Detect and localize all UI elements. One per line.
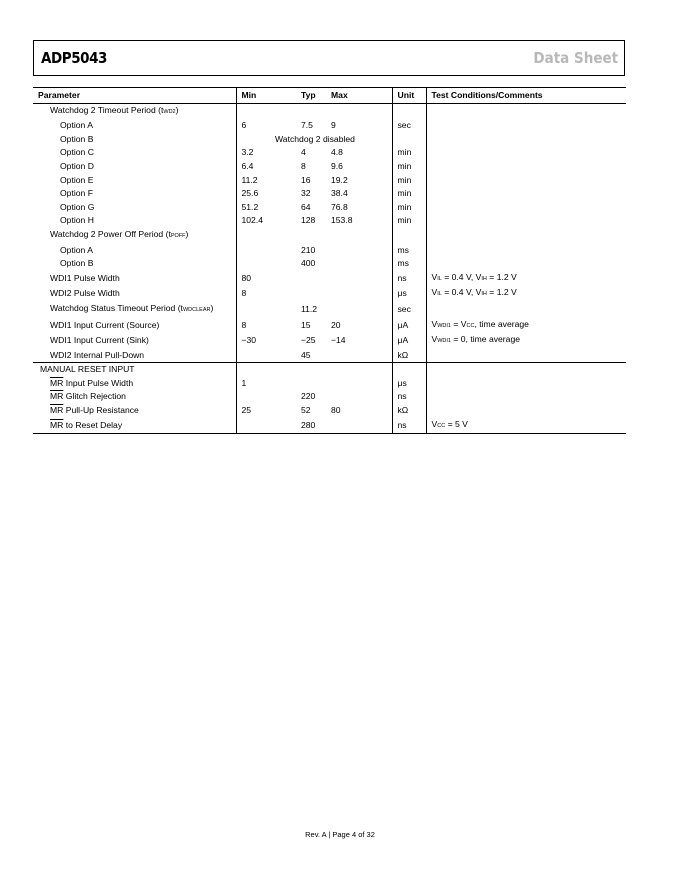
param-cell (33, 377, 236, 391)
cond-text: = 0.4 V, V (441, 287, 482, 298)
unit-cell: min (392, 146, 426, 160)
param-close: ) (175, 104, 179, 115)
table-row (33, 286, 626, 302)
typ-cell: 15 (301, 319, 311, 330)
cond-text: V (431, 334, 438, 345)
param-cell: WDI1 Pulse Width (33, 271, 236, 287)
param-cell: Option H (33, 214, 236, 228)
table-row (33, 318, 626, 334)
cond-subscript: CC (466, 322, 475, 329)
min-cell: −30 (241, 335, 257, 346)
spec-table (33, 87, 626, 434)
param-label: Pull-Up Resistance (63, 405, 139, 416)
param-subscript: WD2 (163, 108, 176, 115)
page-footer: Rev. A | Page 4 of 32 (305, 830, 375, 839)
min-cell: 25.6 (241, 188, 259, 199)
max-cell: −14 (326, 333, 392, 349)
typ-cell: 4 (301, 147, 306, 158)
cond-text: = 1.2 V (486, 287, 517, 298)
typ-cell: 8 (301, 160, 306, 171)
min-cell: 1 (241, 377, 247, 388)
param-cell (33, 390, 236, 404)
conditions-cell (426, 286, 626, 302)
col-unit: Unit (392, 88, 426, 104)
min-cell: 11.2 (241, 174, 258, 185)
col-max: Max (326, 88, 392, 104)
param-cell: Option E (33, 174, 236, 188)
param-cell (33, 404, 236, 418)
unit-cell: ms (392, 257, 426, 271)
param-label: Watchdog Status Timeout Period (t (50, 302, 183, 313)
col-typ: Typ (296, 88, 326, 104)
unit-cell: min (392, 214, 426, 228)
unit-cell: min (392, 174, 426, 188)
typ-cell: 400 (301, 258, 316, 269)
param-cell: WDI2 Pulse Width (33, 286, 236, 302)
table-row (33, 390, 626, 404)
cond-text: , time average (474, 318, 529, 329)
max-cell: 20 (326, 318, 392, 334)
cond-text: V (431, 418, 438, 429)
cond-subscript: IH (481, 291, 487, 298)
unit-cell: ns (392, 418, 426, 434)
cond-subscript: IL (437, 275, 442, 282)
section-heading-row (33, 363, 626, 377)
min-cell: 3.2 (241, 147, 254, 158)
unit-cell: ns (392, 390, 426, 404)
col-conditions: Test Conditions/Comments (426, 88, 626, 104)
table-row (33, 333, 626, 349)
max-cell: 38.4 (326, 187, 392, 201)
cond-text: V (431, 287, 438, 298)
param-cell: Option G (33, 201, 236, 215)
table-row (33, 214, 626, 228)
min-cell: 8 (241, 288, 247, 299)
mr-overbar: $\overline{MR}$ (50, 377, 64, 388)
param-cell: WDI2 Internal Pull-Down (33, 349, 236, 363)
cond-subscript: WDI1 (437, 338, 451, 345)
param-cell (33, 302, 236, 318)
note-cell: Watchdog 2 disabled (236, 133, 392, 147)
doc-title: ADP5043 (41, 49, 107, 67)
table-row (33, 244, 626, 258)
max-cell: 4.8 (326, 146, 392, 160)
param-cell: Option F (33, 187, 236, 201)
cond-text: = 5 V (445, 418, 468, 429)
max-cell: 80 (326, 404, 392, 418)
min-cell: 51.2 (241, 201, 259, 212)
typ-cell: 280 (296, 418, 326, 434)
table-row (33, 187, 626, 201)
typ-cell: 11.2 (301, 303, 318, 314)
param-subscript: WDCLEAR (182, 306, 211, 313)
param-label: Watchdog 2 Power Off Period (t (50, 228, 171, 239)
unit-cell: μs (392, 286, 426, 302)
unit-cell: min (392, 187, 426, 201)
header-box (33, 40, 625, 76)
param-cell: Option C (33, 146, 236, 160)
cond-subscript: IL (437, 291, 442, 298)
unit-cell: sec (392, 302, 426, 318)
table-row (33, 174, 626, 188)
table-row (33, 349, 626, 363)
param-cell: Option B (33, 133, 236, 147)
conditions-cell (426, 271, 626, 287)
param-label: Glitch Rejection (63, 391, 126, 402)
typ-cell: 16 (301, 174, 311, 185)
table-row (33, 271, 626, 287)
param-label: Watchdog 2 Timeout Period (t (50, 104, 164, 115)
doc-type: Data Sheet (533, 49, 618, 67)
typ-cell: 52 (301, 405, 311, 416)
table-row (33, 201, 626, 215)
col-min: Min (236, 88, 296, 104)
min-cell: 80 (241, 272, 252, 283)
min-cell: 8 (241, 319, 247, 330)
col-parameter: Parameter (33, 88, 236, 104)
table-row (33, 103, 626, 119)
unit-cell: kΩ (392, 404, 426, 418)
param-label: Input Pulse Width (63, 377, 134, 388)
typ-cell: 7.5 (301, 120, 313, 131)
min-cell: 102.4 (241, 215, 264, 226)
max-cell: 76.8 (326, 201, 392, 215)
param-cell: Option B (33, 257, 236, 271)
min-cell: 6.4 (241, 160, 254, 171)
table-row (33, 302, 626, 318)
table-row (33, 133, 626, 147)
unit-cell: min (392, 201, 426, 215)
param-cell (33, 228, 236, 244)
table-row (33, 418, 626, 434)
table-row (33, 160, 626, 174)
param-cell: WDI1 Input Current (Sink) (33, 333, 236, 349)
cond-subscript: IH (481, 275, 487, 282)
table-row (33, 119, 626, 133)
min-cell: 6 (241, 120, 247, 131)
cond-subscript: WDI1 (437, 322, 451, 329)
param-cell: Option D (33, 160, 236, 174)
table-row (33, 146, 626, 160)
cond-text: = 0.4 V, V (441, 271, 482, 282)
unit-cell: sec (392, 119, 426, 133)
cond-text: = 1.2 V (486, 271, 517, 282)
table-header-row (33, 88, 626, 104)
section-heading: MANUAL RESET INPUT (33, 363, 236, 377)
param-cell (33, 103, 236, 119)
param-close: ) (185, 228, 189, 239)
table-row (33, 228, 626, 244)
unit-cell: μs (392, 377, 426, 391)
conditions-cell (426, 418, 626, 434)
conditions-cell (426, 318, 626, 334)
typ-cell: 45 (296, 349, 326, 363)
param-close: ) (210, 302, 214, 313)
unit-cell: ns (392, 271, 426, 287)
unit-cell: ms (392, 244, 426, 258)
unit-cell: μA (392, 318, 426, 334)
cond-text: V (431, 318, 438, 329)
mr-overbar: $\overline{MR}$ (50, 391, 64, 402)
param-cell: WDI1 Input Current (Source) (33, 318, 236, 334)
param-cell: Option A (33, 119, 236, 133)
param-subscript: POFF (170, 232, 186, 239)
cond-text: V (431, 271, 438, 282)
max-cell: 9.6 (326, 160, 392, 174)
cond-subscript: CC (437, 422, 446, 429)
param-label: to Reset Delay (63, 419, 123, 430)
unit-cell: μA (392, 333, 426, 349)
typ-cell: −25 (301, 335, 316, 346)
table-row (33, 404, 626, 418)
mr-overbar: $\overline{MR}$ (50, 419, 64, 430)
typ-cell: 128 (301, 215, 316, 226)
param-cell: Option A (33, 244, 236, 258)
conditions-cell (426, 333, 626, 349)
cond-text: = V (450, 318, 467, 329)
typ-cell: 64 (301, 201, 311, 212)
min-cell: 25 (241, 405, 252, 416)
typ-cell: 32 (301, 188, 311, 199)
max-cell: 9 (326, 119, 392, 133)
unit-cell: min (392, 160, 426, 174)
table-row (33, 257, 626, 271)
max-cell: 19.2 (326, 174, 392, 188)
mr-overbar: $\overline{MR}$ (50, 405, 64, 416)
max-cell: 153.8 (326, 214, 392, 228)
cond-text: = 0, time average (450, 334, 521, 345)
typ-cell: 220 (301, 391, 316, 402)
param-cell (33, 418, 236, 434)
table-row (33, 377, 626, 391)
typ-cell: 210 (301, 244, 316, 255)
unit-cell: kΩ (392, 349, 426, 363)
